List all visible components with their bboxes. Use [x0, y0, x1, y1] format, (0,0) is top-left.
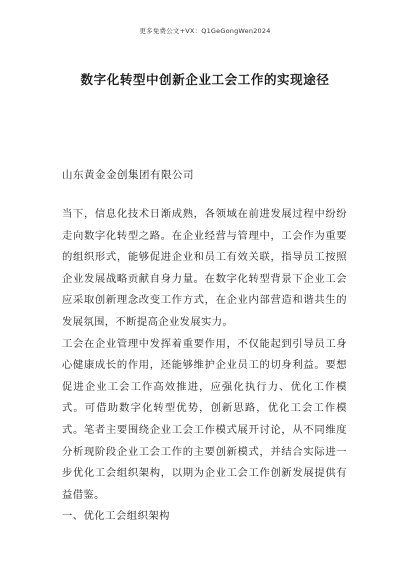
header-note: 更多免费公文+VX：Q1GeGongWen2024 [139, 27, 271, 35]
paragraph: 当下，信息化技术日渐成熟，各领域在前进发展过程中纷纷走向数字化转型之路。在企业经营与管理中，工会作为重要的组织形式，能够促进企业和员工有效关联，指导员工按照企业发展战略贡献自身力量。在数字化转型背景下企业工会应采取创新理念改变工作方式，在企业内部营造和谐共生的发展氛围，不断提高企业发展实力。 [62, 208, 347, 328]
document-title: 数字化转型中创新企业工会工作的实现途径 [80, 72, 330, 87]
paragraph: 工会在企业管理中发挥着重要作用，不仅能起到引导员工身心健康成长的作用，还能够维护企业员工的切身利益。要想促进企业工会工作高效推进，应强化执行力、优化工作模式。可借助数字化转型优势，创新思路，优化工会工作模式。笔者主要围绕企业工会工作模式展开讨论，从不同维度分析现阶段企业工会工作的主要创新模式，并结合实际进一步优化工会组织架构，以期为企业工会工作创新发展提供有益借鉴。 [62, 337, 347, 501]
company-name: 山东黄金金创集团有限公司 [62, 169, 194, 181]
section-heading: 一、优化工会组织架构 [62, 510, 170, 522]
document-body [62, 204, 347, 506]
